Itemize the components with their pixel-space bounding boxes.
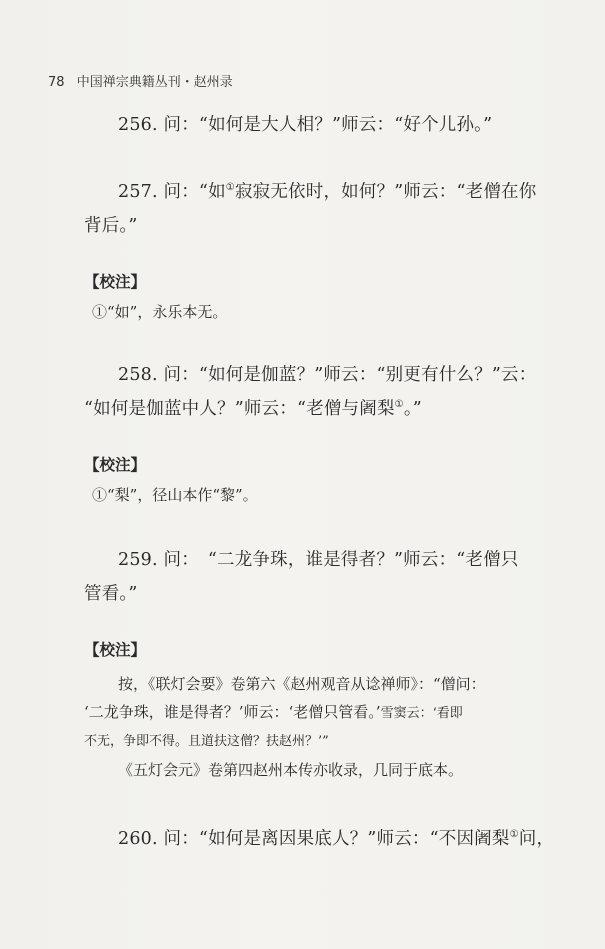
page-number: 78 bbox=[48, 75, 65, 90]
note-258-line-1: ①“梨”，径山本作“黎”。 bbox=[92, 486, 258, 504]
entry-260-text-a: 260. 问：“如何是离因果底人？”师云：“不因阇梨 bbox=[118, 829, 510, 849]
entry-257-text-b: 寂寂无依时，如何？”师云：“老僧在你 bbox=[234, 182, 537, 202]
note-257 bbox=[84, 270, 524, 326]
entry-258-text-b: 。” bbox=[403, 399, 422, 419]
note-259-line-2 bbox=[84, 698, 524, 728]
book-title: 中国禅宗典籍丛刊・赵州录 bbox=[76, 75, 233, 90]
entry-257-text-a: 257. 问：“如 bbox=[118, 182, 226, 202]
footnote-mark: ① bbox=[225, 182, 235, 194]
footnote-mark: ① bbox=[509, 829, 519, 841]
entry-259-line-1: 259. 问： “二龙争珠，谁是得者？”师云：“老僧只 bbox=[118, 550, 519, 570]
entry-259 bbox=[84, 543, 524, 611]
running-head bbox=[48, 71, 233, 90]
note-259-commentary: 雪窦云：‘看即 bbox=[380, 706, 463, 721]
entry-258-line-1: 258. 问：“如何是伽蓝？”师云：“别更有什么？”云： bbox=[118, 365, 537, 385]
entry-256-line-1: 256. 问：“如何是大人相？”师云：“好个儿孙。” bbox=[118, 115, 493, 135]
note-heading: 【校注】 bbox=[84, 273, 147, 291]
entry-260-line-1 bbox=[84, 822, 555, 856]
entry-257-line-2: 背后。” bbox=[84, 216, 138, 236]
entry-257-line-1 bbox=[84, 175, 537, 209]
entry-260 bbox=[84, 822, 555, 856]
note-259-line-1: 按，《联灯会要》卷第六《赵州观音从谂禅师》：“僧问： bbox=[118, 675, 486, 693]
entry-257 bbox=[84, 175, 537, 243]
footnote-mark: ① bbox=[394, 399, 404, 411]
entry-256 bbox=[84, 108, 524, 142]
note-259 bbox=[84, 638, 524, 784]
note-259-line-4: 《五灯会元》卷第四赵州本传亦收录，几同于底本。 bbox=[118, 761, 464, 779]
entry-258-text-a: “如何是伽蓝中人？”师云：“老僧与阇梨 bbox=[84, 399, 395, 419]
note-259-text-a: ‘二龙争珠，谁是得者？’师云：‘老僧只管看。’ bbox=[84, 703, 381, 721]
note-259-line-3: 不无，争即不得。且道扶这僧？扶赵州？’” bbox=[84, 734, 329, 749]
entry-258 bbox=[84, 358, 537, 426]
note-257-line-1: ①“如”，永乐本无。 bbox=[92, 303, 228, 321]
entry-260-text-b: 问， bbox=[518, 829, 555, 849]
note-heading: 【校注】 bbox=[84, 641, 147, 659]
entry-258-line-2 bbox=[84, 392, 524, 426]
note-heading: 【校注】 bbox=[84, 456, 147, 474]
entry-259-line-2: 管看。” bbox=[84, 584, 138, 604]
note-258 bbox=[84, 453, 524, 509]
